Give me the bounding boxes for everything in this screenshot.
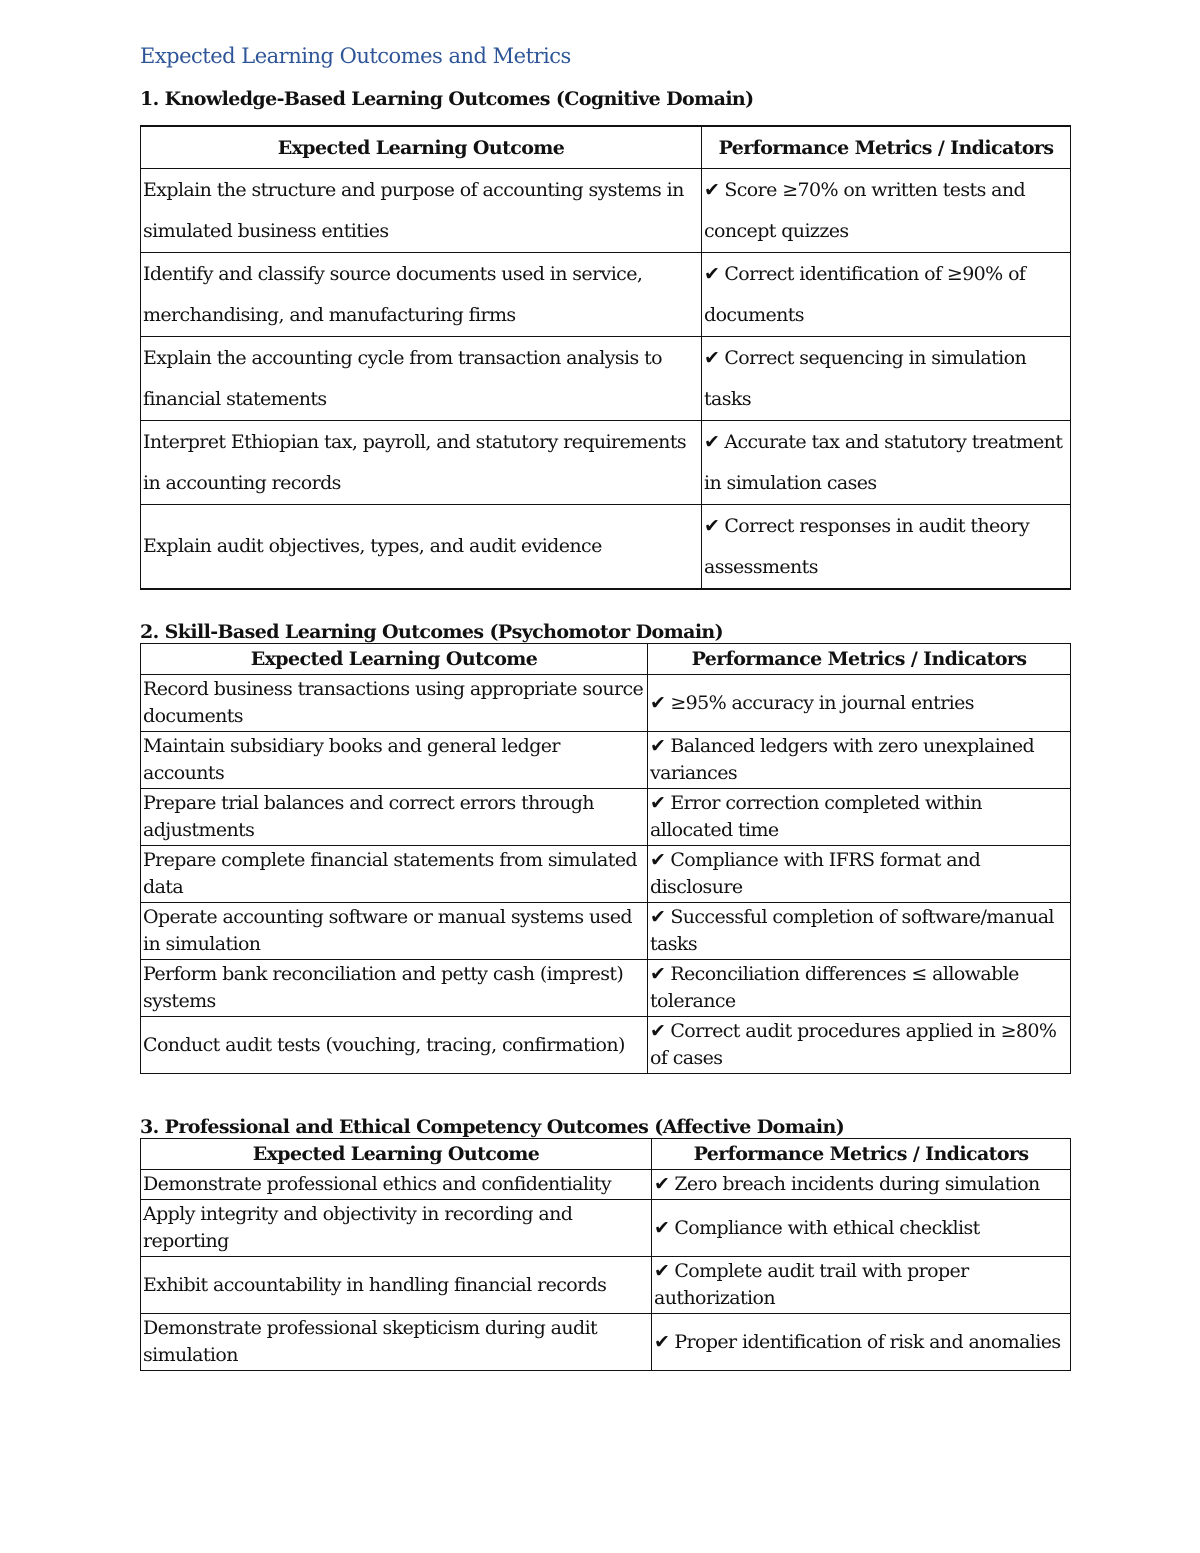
- metric-cell: [702, 421, 1071, 505]
- checkmark-icon: ✔: [704, 430, 720, 453]
- checkmark-icon: ✔: [650, 735, 666, 757]
- checkmark-icon: ✔: [704, 262, 720, 285]
- checkmark-icon: ✔: [654, 1260, 670, 1282]
- checkmark-icon: ✔: [704, 178, 720, 201]
- checkmark-icon: ✔: [654, 1330, 670, 1353]
- outcome-cell: Perform bank reconciliation and petty cash (imprest) systems: [141, 960, 648, 1017]
- table-row: [141, 1314, 1071, 1371]
- outcome-cell: Demonstrate professional skepticism during audit simulation: [141, 1314, 652, 1371]
- outcome-cell: Apply integrity and objectivity in recording and reporting: [141, 1200, 652, 1257]
- table-row: [141, 1017, 1071, 1074]
- outcome-cell: Record business transactions using appropriate source documents: [141, 675, 648, 732]
- table-row: [141, 960, 1071, 1017]
- section-heading: 1. Knowledge-Based Learning Outcomes (Cognitive Domain): [140, 88, 754, 110]
- checkmark-icon: ✔: [654, 1216, 670, 1239]
- checkmark-icon: ✔: [650, 691, 666, 714]
- metric-text: Correct responses in audit theory assessments: [704, 514, 1030, 578]
- metric-cell: [648, 732, 1071, 789]
- metric-cell: [702, 337, 1071, 421]
- table-row: [141, 253, 1071, 337]
- table-row: [141, 505, 1071, 590]
- table-row: [141, 732, 1071, 789]
- column-header-outcome: Expected Learning Outcome: [141, 126, 702, 169]
- metric-text: Error correction completed within allocated time: [650, 792, 982, 841]
- table-header-row: [141, 644, 1071, 675]
- table-row: [141, 789, 1071, 846]
- metric-cell: [702, 505, 1071, 590]
- table-row: [141, 1170, 1071, 1200]
- document-title: Expected Learning Outcomes and Metrics: [140, 44, 571, 68]
- metric-cell: [648, 960, 1071, 1017]
- metric-cell: [652, 1170, 1071, 1200]
- checkmark-icon: ✔: [650, 1020, 666, 1042]
- section-heading: 3. Professional and Ethical Competency Outcomes (Affective Domain): [140, 1116, 845, 1138]
- table-row: [141, 337, 1071, 421]
- table-row: [141, 846, 1071, 903]
- table-row: [141, 169, 1071, 253]
- table-row: [141, 1200, 1071, 1257]
- column-header-metrics: Performance Metrics / Indicators: [648, 644, 1071, 675]
- checkmark-icon: ✔: [650, 963, 666, 985]
- outcome-cell: Interpret Ethiopian tax, payroll, and statutory requirements in accounting records: [141, 421, 702, 505]
- outcomes-table: [140, 1138, 1071, 1371]
- metric-text: Complete audit trail with proper authorization: [654, 1260, 969, 1309]
- section-psychomotor: [140, 621, 1070, 1074]
- metric-text: Zero breach incidents during simulation: [674, 1173, 1040, 1195]
- outcomes-table: [140, 643, 1071, 1074]
- column-header-metrics: Performance Metrics / Indicators: [652, 1139, 1071, 1170]
- metric-text: Correct identification of ≥90% of documents: [704, 262, 1026, 326]
- checkmark-icon: ✔: [650, 849, 666, 871]
- metric-text: ≥95% accuracy in journal entries: [670, 691, 974, 714]
- outcome-cell: Explain the structure and purpose of accounting systems in simulated business entities: [141, 169, 702, 253]
- table-row: [141, 675, 1071, 732]
- column-header-outcome: Expected Learning Outcome: [141, 1139, 652, 1170]
- metric-cell: [648, 789, 1071, 846]
- metric-cell: [652, 1314, 1071, 1371]
- metric-cell: [648, 1017, 1071, 1074]
- metric-text: Compliance with IFRS format and disclosure: [650, 849, 981, 898]
- metric-cell: [652, 1257, 1071, 1314]
- outcome-cell: Operate accounting software or manual systems used in simulation: [141, 903, 648, 960]
- checkmark-icon: ✔: [654, 1173, 670, 1195]
- metric-text: Balanced ledgers with zero unexplained variances: [650, 735, 1035, 784]
- checkmark-icon: ✔: [650, 906, 666, 928]
- metric-text: Accurate tax and statutory treatment in simulation cases: [704, 430, 1063, 494]
- metric-cell: [648, 846, 1071, 903]
- table-row: [141, 903, 1071, 960]
- metric-cell: [652, 1200, 1071, 1257]
- checkmark-icon: ✔: [650, 792, 666, 814]
- metric-cell: [648, 675, 1071, 732]
- outcome-cell: Prepare complete financial statements from simulated data: [141, 846, 648, 903]
- table-row: [141, 1257, 1071, 1314]
- metric-cell: [702, 169, 1071, 253]
- metric-text: Correct sequencing in simulation tasks: [704, 346, 1027, 410]
- column-header-outcome: Expected Learning Outcome: [141, 644, 648, 675]
- metric-cell: [702, 253, 1071, 337]
- metric-text: Compliance with ethical checklist: [674, 1216, 980, 1239]
- metric-text: Correct audit procedures applied in ≥80% of cases: [650, 1020, 1057, 1069]
- table-row: [141, 421, 1071, 505]
- column-header-metrics: Performance Metrics / Indicators: [702, 126, 1071, 169]
- outcome-cell: Conduct audit tests (vouching, tracing, confirmation): [141, 1017, 648, 1074]
- outcome-cell: Explain audit objectives, types, and audit evidence: [141, 505, 702, 590]
- metric-text: Score ≥70% on written tests and concept quizzes: [704, 178, 1026, 242]
- outcome-cell: Exhibit accountability in handling financial records: [141, 1257, 652, 1314]
- outcome-cell: Demonstrate professional ethics and confidentiality: [141, 1170, 652, 1200]
- metric-text: Successful completion of software/manual tasks: [650, 906, 1054, 955]
- outcome-cell: Maintain subsidiary books and general ledger accounts: [141, 732, 648, 789]
- outcome-cell: Identify and classify source documents used in service, merchandising, and manufacturing firms: [141, 253, 702, 337]
- metric-cell: [648, 903, 1071, 960]
- section-affective: [140, 1116, 1070, 1371]
- checkmark-icon: ✔: [704, 514, 720, 537]
- section-heading: 2. Skill-Based Learning Outcomes (Psychomotor Domain): [140, 621, 724, 643]
- metric-text: Reconciliation differences ≤ allowable tolerance: [650, 963, 1019, 1012]
- checkmark-icon: ✔: [704, 346, 720, 369]
- table-header-row: [141, 126, 1071, 169]
- table-header-row: [141, 1139, 1071, 1170]
- section-cognitive: [140, 88, 1070, 590]
- outcome-cell: Explain the accounting cycle from transaction analysis to financial statements: [141, 337, 702, 421]
- outcomes-table: [140, 125, 1071, 590]
- metric-text: Proper identification of risk and anomalies: [674, 1330, 1061, 1353]
- outcome-cell: Prepare trial balances and correct errors through adjustments: [141, 789, 648, 846]
